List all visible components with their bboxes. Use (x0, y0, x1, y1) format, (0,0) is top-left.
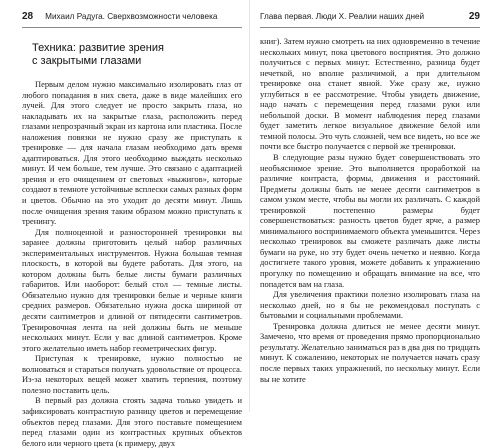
paragraph: Приступая к тренировке, нужно полностью не волноваться и стараться получать удовольствие от процесса. Из-за некоторых вещей может хватить терпения, поэтому полезно поставить цель. (22, 353, 242, 395)
paragraph: Для увеличения практики полезно изолировать глаза на несколько дней, но я бы не рекомендовал поступать с бытовыми и социальными проблемами. (260, 289, 480, 321)
paragraph: книг). Затем нужно смотреть на них одновременно в течение нескольких минут, пока цветового восприятия. Это должно получиться с первых минут. Естественно, разница будет нечеткой, но вполне различимой, а при длительном тренировке она станет явной. Уже сразу же, нужно углубиться в ее рассмотрение. Чтобы увидеть движение, надо начать с перемещения перед глазами руки или небольшой доски. В момент наблюдения перед глазами будет заметить легкое визуальное движение белой или темной полосы. Это чуть сложней, чем все видеть, но все же почти все быстро получается с первой же тренировки. (260, 36, 480, 152)
paragraph: Тренировка должна длиться не менее десяти минут. Замечено, что время от проведения прямо пропорционально результату. Желательно заниматься раз в два дня по тридцать минут. К сожалению, некоторых не получается начать сразу после первых таких упражнений, по нескольку минут. Если вы не хотите (260, 320, 480, 384)
paragraph: В следующие разы нужно будет совершенствовать это необъяснимое зрение. Это выполняется проработкой на различие контраста, формы, движения и расстояний. Предметы должны быть не менее десяти сантиметров в самом узком месте, чтобы вы могли их различать. С каждой тренировкой постепенно размеры будет совершенствоваться: разность цветов будет ярче, а размер минимального воспринимаемого объекта уменьшится. Через несколько тренировок вы сможете различать даже листы бумаги на руке, но эту будет очень нечетко и неявно. Когда достигнете такого уровня, можете добавить к упражнению прогулку по помещению и обращать внимание на все, что попадется вам на глаза. (260, 152, 480, 289)
left-page-number: 28 (22, 11, 34, 22)
left-running-head: Михаил Радуга. Сверхвозможности человека (45, 12, 218, 21)
right-running-head: Глава первая. Люди X. Реалии наших дней (260, 12, 425, 21)
paragraph: В первый раз должна стоять задача только увидеть и зафиксировать контрастную разницу цветов и перемещение объектов перед глазами. Для этого поставьте помещением перед глазами один из контрастных крупных объектов белого или черного цвета (к примеру, двух (22, 395, 242, 448)
right-body-text (260, 36, 480, 384)
section-title (32, 42, 242, 68)
section-title-line-2: с закрытыми глазами (32, 55, 142, 67)
right-page (250, 0, 500, 412)
paragraph: Первым делом нужно максимально изолировать глаз от любого попадания в них света, даже в виде малейших его лучей. Для этого следует не просто закрыть глаза, но накладывать их на закрытые глаза, расположить перед глазами непрозрачный экран из картона или пластика. После наложения повязки не нужно сразу же приступать к тренировке — для начала глазам необходимо дать время адаптироваться. Для этого необходимо выждать несколько минут. И чем больше, тем лучше. Это связано с адаптацией зрения и его очищением от световых «выжигов», которые создают в темноте устойчивые всплески самых разных форм и цветов. Обычно на это уходит до десяти минут. Лишь после очищения зрения таким образом можно приступать к тренингу. (22, 79, 242, 227)
left-body-text (22, 79, 242, 448)
right-page-header (260, 11, 480, 28)
paragraph: Для полноценной и разносторонней тренировки вы заранее должны приготовить целый набор различных экспериментальных инструментов. Нужна большая темная плоскость, в которой вы будете работать. Для этого, на котором должны быть белые листы бумаги различных габаритов. Или наоборот: белый стол — темные листы. Обязательно нужно для тренировки белые и черные книги средних размеров. Обязательно нужна доска шириной от десяти сантиметров и длиной от пятидесяти сантиметров. Тренировочная лента на ней должны быть не меньше нескольких минут. Если у вас длиной сантиметров. Кроме этого желательно иметь набор геометрических фигур. (22, 226, 242, 353)
section-title-line-1: Техника: развитие зрения (32, 42, 164, 54)
right-page-number: 29 (468, 11, 480, 22)
left-page-header (22, 11, 242, 28)
